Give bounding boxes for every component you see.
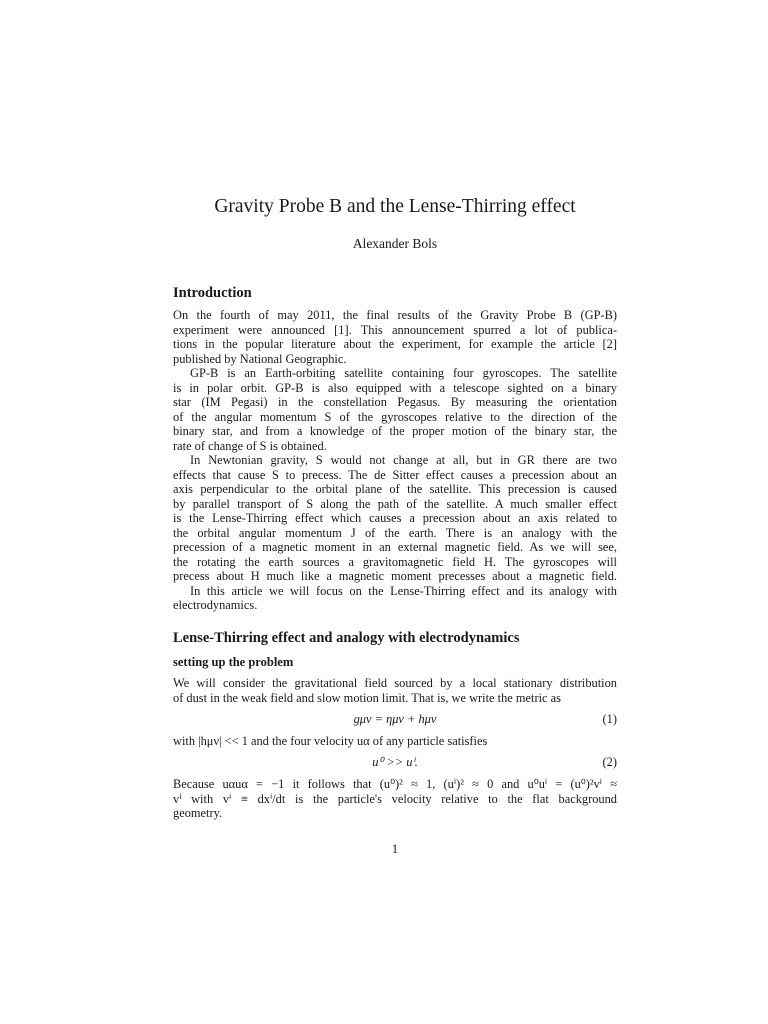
text-line: electrodynamics. (173, 598, 258, 612)
text-line: In Newtonian gravity, S would not change at all, but in GR there are two (190, 453, 617, 467)
text-line: by parallel transport of S along the path of the satellite. A much smaller effect (173, 496, 617, 511)
text-line: rate of change of S is obtained. (173, 438, 327, 453)
text-line: precess about H much like a magnetic moment precesses about a magnetic field. (173, 569, 617, 583)
text-line: In this article we will focus on the Lense-Thirring effect and its analogy with (190, 583, 617, 598)
subsection-heading-setup: setting up the problem (173, 655, 294, 669)
text-line: published by National Geographic. (173, 351, 347, 366)
text-line: tions in the popular literature about the experiment, for example the article [2] (173, 337, 617, 351)
text-line: effects that cause S to precess. The de Sitter effect causes a precession about an (173, 467, 617, 482)
text-line: the orbital angular momentum J of the earth. There is an analogy with the (173, 525, 617, 540)
text-line: binary star, and from a knowledge of the proper motion of the binary star, the (173, 424, 617, 438)
paper-title: Gravity Probe B and the Lense-Thirring effect (214, 196, 576, 217)
text-line: of dust in the weak field and slow motion limit. That is, we write the metric as (173, 690, 561, 705)
text-line: experiment were announced [1]. This announcement spurred a lot of publica- (173, 322, 617, 337)
text-line: GP-B is an Earth-orbiting satellite containing four gyroscopes. The satellite (190, 366, 617, 380)
text-line: We will consider the gravitational field sourced by a local stationary distribution (173, 676, 617, 690)
text-line: with |hμν| << 1 and the four velocity uα of any particle satisfies (173, 734, 488, 748)
text-line: axis perpendicular to the orbital plane of the satellite. This precession is caused (173, 482, 617, 496)
text-line: Because uαuα = −1 it follows that (u⁰)² ≈ 1, (uⁱ)² ≈ 0 and u⁰uⁱ = (u⁰)²vⁱ ≈ (173, 777, 617, 791)
text-line: On the fourth of may 2011, the final results of the Gravity Probe B (GP-B) (173, 308, 617, 322)
text-line: star (IM Pegasi) in the constellation Pegasus. By measuring the orientation (173, 395, 617, 409)
text-line: is the Lense-Thirring effect which causes a precession about an axis related to (173, 511, 617, 525)
text-line: vⁱ with vⁱ ≡ dxⁱ/dt is the particle's velocity relative to the flat background (173, 791, 617, 806)
section-heading-lense-thirring: Lense-Thirring effect and analogy with electrodynamics (173, 630, 520, 646)
text-line: the rotating the earth sources a gravitomagnetic field H. The gyroscopes will (173, 554, 617, 569)
section-heading-introduction: Introduction (173, 285, 252, 301)
equation-number: (2) (602, 755, 617, 769)
page-number: 1 (391, 842, 399, 856)
text-line: geometry. (173, 806, 223, 820)
text-line: is in polar orbit. GP-B is also equipped with a telescope sighted on a binary (173, 380, 617, 395)
text-line: precession of a magnetic moment in an external magnetic field. As we will see, (173, 540, 617, 554)
equation-number: (1) (602, 712, 617, 726)
equation-body: u⁰ >> uⁱ. (372, 755, 418, 769)
equation-body: gμν = ημν + hμν (353, 712, 437, 726)
paper-author: Alexander Bols (352, 236, 438, 251)
text-line: of the angular momentum S of the gyroscopes relative to the direction of the (173, 409, 617, 424)
